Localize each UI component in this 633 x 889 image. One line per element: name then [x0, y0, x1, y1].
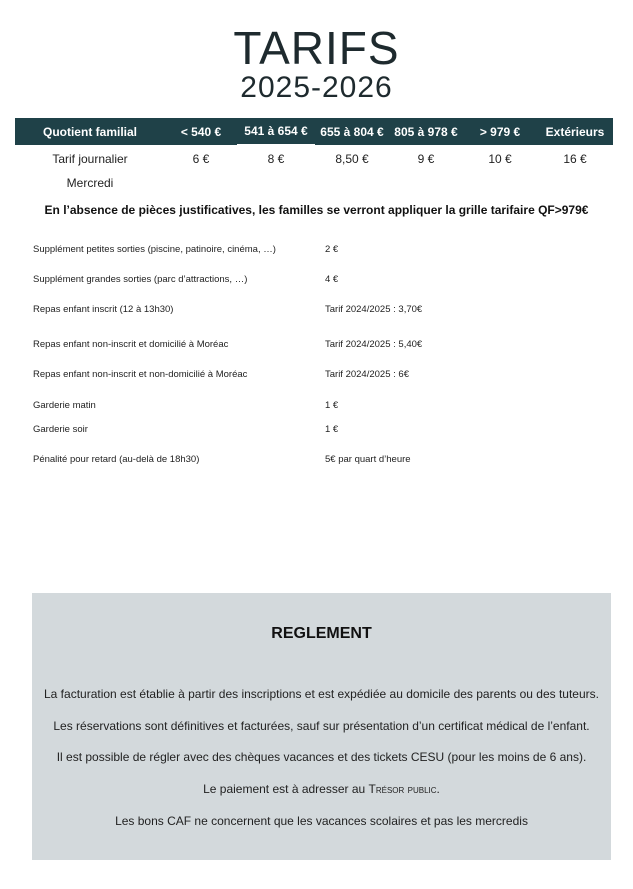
reglement-box — [32, 593, 611, 860]
justificatifs-notice: En l’absence de pièces justificatives, les familles se verront appliquer la grille tarifaire QF>979€ — [44, 203, 589, 217]
header-qf-under-540: < 540 € — [165, 118, 237, 145]
supplement-label: Garderie soir — [33, 424, 88, 435]
supplement-label: Pénalité pour retard (au-delà de 18h30) — [33, 454, 200, 465]
supplement-label: Supplément grandes sorties (parc d’attractions, …) — [33, 274, 248, 285]
table-cell: 16 € — [563, 151, 587, 166]
header-qf-541-654: 541 à 654 € — [237, 118, 315, 145]
header-quotient-familial: Quotient familial — [15, 118, 165, 145]
table-row — [15, 145, 613, 172]
header-qf-805-978: 805 à 978 € — [389, 118, 463, 145]
header-exterieurs: Extérieurs — [537, 118, 613, 145]
supplement-value: Tarif 2024/2025 : 6€ — [325, 369, 409, 380]
supplement-value: 1 € — [325, 400, 339, 411]
reglement-paiement-text: Le paiement est à adresser au — [203, 782, 369, 796]
reglement-line-paiement — [32, 782, 611, 796]
page-subtitle: 2025-2026 — [240, 71, 393, 104]
header-qf-655-804: 655 à 804 € — [315, 118, 389, 145]
tarifs-table — [15, 118, 613, 172]
row-label-tarif-journalier: Tarif journalier — [52, 151, 128, 166]
table-header-row — [15, 118, 613, 145]
table-cell: 8 € — [267, 152, 285, 166]
page-title: TARIFS — [233, 22, 400, 74]
supplement-label: Repas enfant non-inscrit et non-domicilié à Moréac — [33, 369, 248, 380]
reglement-line: Les réservations sont définitives et facturées, sauf sur présentation d’un certificat médical de l’enfant. — [53, 719, 590, 733]
table-cell: 8,50 € — [335, 151, 369, 166]
reglement-line: Les bons CAF ne concernent que les vacances scolaires et pas les mercredis — [115, 814, 528, 828]
header-qf-over-979: > 979 € — [463, 118, 537, 145]
supplement-label: Garderie matin — [33, 400, 96, 411]
supplement-label: Supplément petites sorties (piscine, patinoire, cinéma, …) — [33, 244, 276, 255]
supplement-label: Repas enfant non-inscrit et domicilié à Moréac — [33, 339, 229, 350]
supplement-value: 2 € — [325, 244, 339, 255]
table-cell: 6 € — [192, 151, 210, 166]
reglement-payee: Trésor public. — [368, 782, 440, 796]
table-cell: 10 € — [488, 151, 512, 166]
reglement-title: REGLEMENT — [271, 625, 372, 642]
table-cell: 9 € — [417, 151, 435, 166]
supplement-value: Tarif 2024/2025 : 3,70€ — [325, 304, 423, 315]
supplement-value: Tarif 2024/2025 : 5,40€ — [325, 339, 423, 350]
reglement-line: Il est possible de régler avec des chèques vacances et des tickets CESU (pour les moins de 6 ans). — [56, 750, 587, 764]
supplement-value: 1 € — [325, 424, 339, 435]
supplement-value: 4 € — [325, 274, 339, 285]
row-sub-label-mercredi: Mercredi — [66, 176, 114, 190]
reglement-line: La facturation est établie à partir des inscriptions et est expédiée au domicile des parents ou des tuteurs. — [44, 687, 599, 701]
supplement-value: 5€ par quart d’heure — [325, 454, 411, 465]
supplement-label: Repas enfant inscrit (12 à 13h30) — [33, 304, 174, 315]
